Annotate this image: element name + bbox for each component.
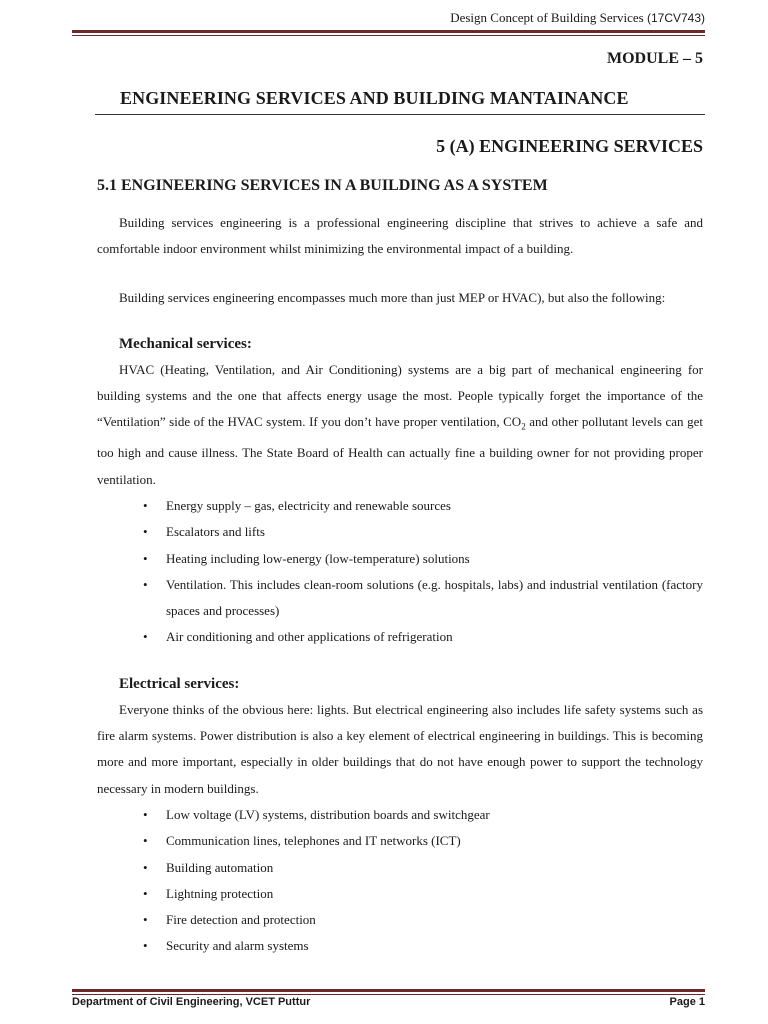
footer-rule [72,989,705,995]
intro-paragraph-2: Building services engineering encompasses much more than just MEP or HVAC), but also the following: [119,289,666,305]
footer-page-number: Page 1 [669,996,705,1008]
module-label: MODULE – 5 [607,50,703,67]
co2-subscript: 2 [521,422,526,433]
header-course-code: (17CV743) [646,11,705,25]
list-item: • Escalators and lifts [97,519,703,545]
chapter-title: ENGINEERING SERVICES AND BUILDING MANTAINANCE [120,88,629,108]
footer-department: Department of Civil Engineering, VCET Puttur [72,996,311,1008]
mechanical-heading: Mechanical services: [119,335,252,352]
list-item: • Low voltage (LV) systems, distribution boards and switchgear [97,802,703,828]
list-item: • Lightning protection [97,881,703,907]
part-title: 5 (A) ENGINEERING SERVICES [436,136,703,156]
section-title: 5.1 ENGINEERING SERVICES IN A BUILDING AS A SYSTEM [97,177,548,194]
electrical-paragraph: Everyone thinks of the obvious here: lights. But electrical engineering also includes life safety systems such as fire alarm systems. Power distribution is also a key element of electrical engineering in buildings. This is becoming more and more important, especially in older buildings that do not have enough power to support the technology necessary in modern buildings. [97,701,703,796]
list-item: • Building automation [97,855,703,881]
electrical-list [97,802,703,960]
list-item: • Air conditioning and other applications of refrigeration [97,624,703,650]
chapter-rule [95,114,705,115]
mechanical-list [97,493,703,651]
list-item: • Communication lines, telephones and IT networks (ICT) [97,828,703,854]
mechanical-paragraph: HVAC (Heating, Ventilation, and Air Conditioning) systems are a big part of mechanical engineering for building systems and the one that affects energy usage the most. People typically forget the importance of the “Ventilation” side of the HVAC system. If you don’t have proper ventilation, $CO_2$ and other pollutant levels can get too high and cause illness. The State Board of Health can actually fine a building owner for not providing proper ventilation. [97,361,703,487]
page-header [450,10,705,26]
page-content [97,210,703,960]
intro-paragraph-1: Building services engineering is a professional engineering discipline that strives to achieve a safe and comfortable indoor environment whilst minimizing the environmental impact of a building. [97,215,703,257]
list-item: • Ventilation. This includes clean-room solutions (e.g. hospitals, labs) and industrial ventilation (factory spaces and processes) [97,572,703,625]
list-item: • Security and alarm systems [97,933,703,959]
list-item: • Fire detection and protection [97,907,703,933]
list-item: • Heating including low-energy (low-temperature) solutions [97,546,703,572]
header-rule [72,30,705,36]
header-title: Design Concept of Building Services [450,10,644,25]
list-item: • Energy supply – gas, electricity and renewable sources [97,493,703,519]
electrical-heading: Electrical services: [119,675,240,692]
